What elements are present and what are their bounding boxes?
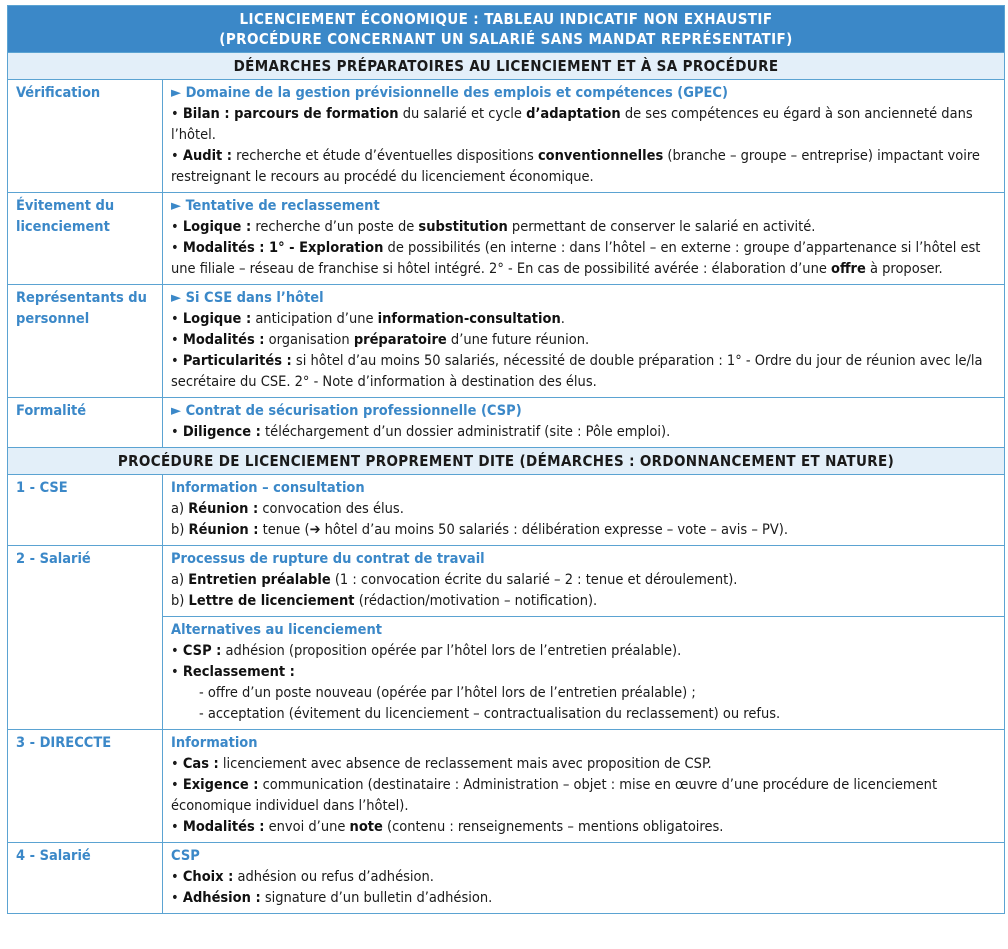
- bullet-modalites: • Modalités : organisation préparatoire d’une future réunion.: [171, 332, 590, 348]
- row-content-cse: [163, 475, 1005, 546]
- bullet-reclassement: • Reclassement :: [171, 664, 295, 680]
- table-row: [8, 475, 1005, 546]
- row-label-evitement: Évitement du licenciement: [8, 193, 163, 285]
- row-subtitle: ► Tentative de reclassement: [171, 198, 380, 214]
- bullet-cas: • Cas : licenciement avec absence de reclassement mais avec proposition de CSP.: [171, 756, 712, 772]
- item-b: b) Lettre de licenciement (rédaction/motivation – notification).: [171, 593, 598, 609]
- row-label-cse: 1 - CSE: [8, 475, 163, 546]
- table-row: [8, 398, 1005, 448]
- item-a: a) Réunion : convocation des élus.: [171, 501, 404, 517]
- table-row: [8, 193, 1005, 285]
- section-title-preparatory: DÉMARCHES PRÉPARATOIRES AU LICENCIEMENT ET À SA PROCÉDURE: [8, 53, 1005, 80]
- row-subtitle: ► Si CSE dans l’hôtel: [171, 290, 324, 306]
- bullet-adhesion: • Adhésion : signature d’un bulletin d’adhésion.: [171, 890, 493, 906]
- row-subtitle: ► Domaine de la gestion prévisionnelle des emplois et compétences (GPEC): [171, 85, 728, 101]
- row-subtitle: Alternatives au licenciement: [171, 622, 382, 638]
- row-subtitle: Processus de rupture du contrat de travail: [171, 551, 485, 567]
- row-content-verification: [163, 80, 1005, 193]
- row-label-salarie-csp: 4 - Salarié: [8, 843, 163, 914]
- row-subtitle: CSP: [171, 848, 200, 864]
- bullet-particularites: • Particularités : si hôtel d’au moins 50 salariés, nécessité de double préparation : 1° - Ordre du jour de réunion avec le/la secrétaire du CSE. 2° - Note d’information à destination des élus.: [171, 353, 983, 390]
- table-row: [8, 80, 1005, 193]
- section-title-procedure: PROCÉDURE DE LICENCIEMENT PROPREMENT DITE (DÉMARCHES : ORDONNANCEMENT ET NATURE): [8, 448, 1005, 475]
- table-row: [8, 546, 1005, 617]
- bullet-diligence: • Diligence : téléchargement d’un dossier administratif (site : Pôle emploi).: [171, 424, 671, 440]
- section-row: [8, 53, 1005, 80]
- procedure-table: [7, 5, 1005, 914]
- bullet-modalites: • Modalités : 1° - Exploration de possibilités (en interne : dans l’hôtel – en externe : groupe d’appartenance si l’hôtel est une filiale – réseau de franchise si hôtel intégré. 2° - En cas de possibilité avérée : élaboration d’une offre à proposer.: [171, 240, 981, 277]
- row-subtitle: Information: [171, 735, 258, 751]
- sub-item-offre: - offre d’un poste nouveau (opérée par l’hôtel lors de l’entretien préalable) ;: [199, 685, 696, 701]
- title-line-1: LICENCIEMENT ÉCONOMIQUE : TABLEAU INDICATIF NON EXHAUSTIF: [239, 10, 773, 28]
- section-row: [8, 448, 1005, 475]
- bullet-bilan: • Bilan : parcours de formation du salarié et cycle d’adaptation de ses compétences eu égard à son ancienneté dans l’hôtel.: [171, 106, 973, 143]
- bullet-modalites: • Modalités : envoi d’une note (contenu : renseignements – mentions obligatoires.: [171, 819, 724, 835]
- row-content-rupture: [163, 546, 1005, 617]
- row-subtitle: ► Contrat de sécurisation professionnelle (CSP): [171, 403, 522, 419]
- sub-item-acceptation: - acceptation (évitement du licenciement – contractualisation du reclassement) ou refus.: [199, 706, 781, 722]
- row-label-direccte: 3 - DIRECCTE: [8, 730, 163, 843]
- title-line-2: (PROCÉDURE CONCERNANT UN SALARIÉ SANS MANDAT REPRÉSENTATIF): [219, 30, 793, 48]
- row-content-representants: [163, 285, 1005, 398]
- bullet-logique: • Logique : anticipation d’une information-consultation.: [171, 311, 565, 327]
- table-row: [8, 730, 1005, 843]
- bullet-logique: • Logique : recherche d’un poste de substitution permettant de conserver le salarié en activité.: [171, 219, 816, 235]
- row-label-representants: Représentants du personnel: [8, 285, 163, 398]
- item-a: a) Entretien préalable (1 : convocation écrite du salarié – 2 : tenue et déroulement).: [171, 572, 738, 588]
- row-subtitle: Information – consultation: [171, 480, 365, 496]
- row-content-formalite: [163, 398, 1005, 448]
- item-b: b) Réunion : tenue (➔ hôtel d’au moins 50 salariés : délibération expresse – vote – avis – PV).: [171, 522, 789, 538]
- row-label-verification: Vérification: [8, 80, 163, 193]
- bullet-choix: • Choix : adhésion ou refus d’adhésion.: [171, 869, 434, 885]
- table-row: [8, 285, 1005, 398]
- bullet-exigence: • Exigence : communication (destinataire : Administration – objet : mise en œuvre d’une procédure de licenciement économique individuel dans l’hôtel).: [171, 777, 938, 814]
- table-header-row: [8, 6, 1005, 53]
- row-content-alternatives: [163, 617, 1005, 730]
- bullet-csp: • CSP : adhésion (proposition opérée par l’hôtel lors de l’entretien préalable).: [171, 643, 682, 659]
- bullet-audit: • Audit : recherche et étude d’éventuelles dispositions conventionnelles (branche – groupe – entreprise) impactant voire restreignant le recours au procédé du licenciement économique.: [171, 148, 980, 185]
- row-label-salarie: 2 - Salarié: [8, 546, 163, 730]
- row-label-formalite: Formalité: [8, 398, 163, 448]
- table-title: [8, 6, 1005, 53]
- row-content-csp: [163, 843, 1005, 914]
- row-content-direccte: [163, 730, 1005, 843]
- table-row: [8, 843, 1005, 914]
- row-content-evitement: [163, 193, 1005, 285]
